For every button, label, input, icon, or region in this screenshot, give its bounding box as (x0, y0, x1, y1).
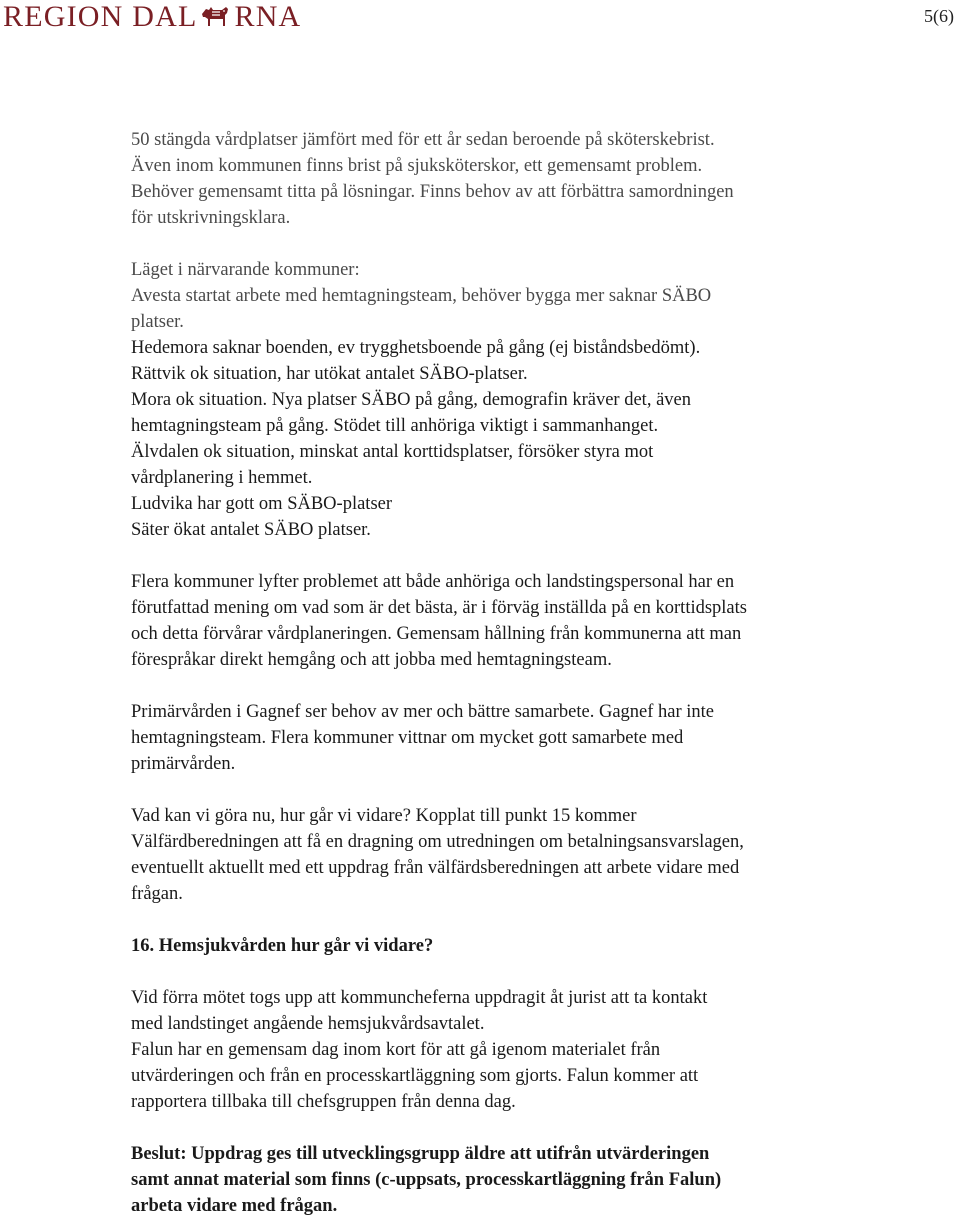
text-line: Vid förra mötet togs upp att kommuncheferna uppdragit åt jurist att ta kontakt (131, 988, 708, 1008)
text-line: Välfärdberedningen att få en dragning om utredningen om betalningsansvarslagen, (131, 832, 744, 852)
text-line: Behöver gemensamt titta på lösningar. Finns behov av att förbättra samordningen (131, 182, 734, 202)
paragraph-laget-intro (131, 257, 901, 335)
text-line: Säter ökat antalet SÄBO platser. (131, 520, 371, 540)
text-line: arbeta vidare med frågan. (131, 1196, 338, 1216)
region-dalarna-logo (3, 0, 301, 34)
text-line: förespråkar direkt hemgång och att jobba med hemtagningsteam. (131, 650, 612, 670)
text-line: Läget i närvarande kommuner: (131, 260, 360, 280)
paragraph-hemsjukvard (131, 985, 901, 1115)
text-line: samt annat material som finns (c-uppsats, processkartläggning från Falun) (131, 1170, 722, 1190)
paragraph-vidare (131, 803, 901, 907)
text-line: vårdplanering i hemmet. (131, 468, 313, 488)
text-line: Beslut: Uppdrag ges till utvecklingsgrupp äldre att utifrån utvärderingen (131, 1144, 710, 1164)
text-line: och detta förvårar vårdplaneringen. Gemensam hållning från kommunerna att man (131, 624, 742, 644)
text-line: Även inom kommunen finns brist på sjuksköterskor, ett gemensamt problem. (131, 156, 703, 176)
text-line: rapportera tillbaka till chefsgruppen från denna dag. (131, 1092, 516, 1112)
dala-horse-icon (198, 2, 232, 32)
text-line: med landstinget angående hemsjukvårdsavtalet. (131, 1014, 485, 1034)
text-line: frågan. (131, 884, 183, 904)
section-heading-16: 16. Hemsjukvården hur går vi vidare? (131, 936, 434, 956)
paragraph-kommuner-status (131, 335, 901, 543)
text-line: Falun har en gemensam dag inom kort för att gå igenom materialet från (131, 1040, 661, 1060)
document-body (131, 127, 901, 1219)
paragraph-beslut (131, 1141, 901, 1219)
text-line: Älvdalen ok situation, minskat antal korttidsplatser, försöker styra mot (131, 442, 654, 462)
paragraph-vardplatser (131, 127, 901, 231)
text-line: eventuellt aktuellt med ett uppdrag från välfärdsberedningen att arbete vidare med (131, 858, 740, 878)
text-line: Mora ok situation. Nya platser SÄBO på gång, demografin kräver det, även (131, 390, 691, 410)
text-line: platser. (131, 312, 184, 332)
text-line: Vad kan vi göra nu, hur går vi vidare? Kopplat till punkt 15 kommer (131, 806, 637, 826)
logo-text-right: RNA (234, 0, 302, 33)
page-header (0, 0, 960, 40)
text-line: Avesta startat arbete med hemtagningsteam, behöver bygga mer saknar SÄBO (131, 286, 712, 306)
text-line: förutfattad mening om vad som är det bästa, är i förväg inställda på en korttidsplats (131, 598, 747, 618)
text-line: Ludvika har gott om SÄBO-platser (131, 494, 393, 514)
page-number: 5(6) (924, 6, 954, 26)
text-line: Primärvården i Gagnef ser behov av mer och bättre samarbete. Gagnef har inte (131, 702, 715, 722)
text-line: utvärderingen och från en processkartläggning som gjorts. Falun kommer att (131, 1066, 699, 1086)
text-line: hemtagningsteam på gång. Stödet till anhöriga viktigt i sammanhanget. (131, 416, 659, 436)
logo-text-left: REGION DAL (3, 0, 198, 33)
text-line: Hedemora saknar boenden, ev trygghetsboende på gång (ej biståndsbedömt). (131, 338, 701, 358)
text-line: Rättvik ok situation, har utökat antalet SÄBO-platser. (131, 364, 528, 384)
text-line: primärvården. (131, 754, 236, 774)
text-line: Flera kommuner lyfter problemet att både anhöriga och landstingspersonal har en (131, 572, 735, 592)
text-line: hemtagningsteam. Flera kommuner vittnar om mycket gott samarbete med (131, 728, 684, 748)
paragraph-korttidsplats (131, 569, 901, 673)
text-line: 50 stängda vårdplatser jämfört med för ett år sedan beroende på sköterskebrist. (131, 130, 715, 150)
paragraph-primarvarden (131, 699, 901, 777)
text-line: för utskrivningsklara. (131, 208, 291, 228)
